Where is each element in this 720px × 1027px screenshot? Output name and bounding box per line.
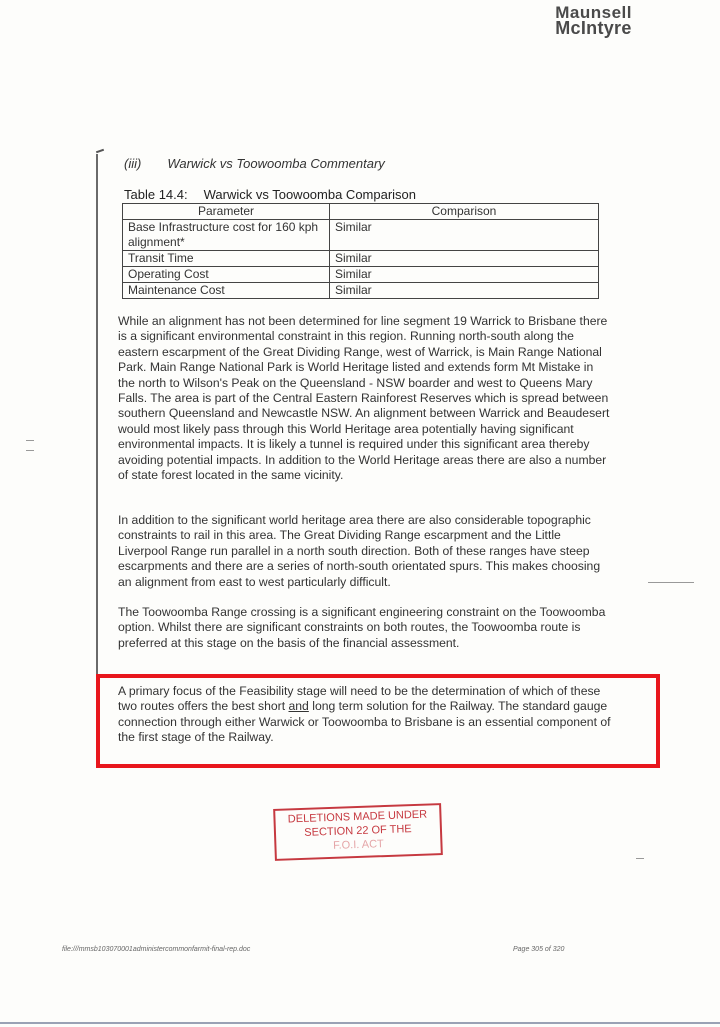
stamp-line: SECTION 22 OF THE (304, 823, 412, 839)
table-cell: Transit Time (123, 251, 330, 267)
column-header: Comparison (330, 204, 599, 220)
underlined-word: and (288, 699, 309, 714)
footer-page-number: Page 305 of 320 (513, 946, 565, 953)
table-header-row (123, 204, 599, 220)
paragraph-environment: While an alignment has not been determined for line segment 19 Warrick to Brisbane there is a significant environmental constraint in this region. Running north-south along the eastern escarpment of the Great Dividing Range, west of Warrick, is Main Range National Park. Main Range National Park is World Heritage listed and extends form Mt Mistake in the north to Wilson's Peak on the Queensland - NSW boarder and west to Queens Mary Falls. The area is part of the Central Eastern Rainforest Reserves which is spread between southern Queensland and Newcastle NSW. An alignment between Warrick and Beaudesert would most likely pass through this World Heritage area potentially having significant environmental impacts. It is likely a tunnel is required under this significant area thereby avoiding potential impacts. In addition to the World Heritage areas there are also a number of state forest located in the same vicinity. (118, 314, 610, 483)
margin-mark (96, 149, 104, 154)
table-label: Table 14.4: (124, 187, 188, 202)
scan-mark (26, 450, 34, 451)
table-cell: Similar (330, 283, 599, 299)
company-logo (555, 6, 632, 38)
logo-line-2: McIntyre (555, 18, 632, 38)
deletion-stamp (273, 803, 443, 861)
table-row (123, 267, 599, 283)
margin-change-bar (96, 154, 98, 754)
table-caption (124, 187, 416, 202)
paragraph-toowoomba: The Toowoomba Range crossing is a significant engineering constraint on the Toowoomba option. Whilst there are significant constraints on both routes, the Toowoomba route is preferred at this stage on the basis of the financial assessment. (118, 605, 606, 650)
table-cell: Similar (330, 220, 599, 251)
logo-line-1: Maunsell (555, 6, 632, 18)
table-cell: Maintenance Cost (123, 283, 330, 299)
table-caption-text: Warwick vs Toowoomba Comparison (203, 187, 417, 202)
table-cell: Similar (330, 251, 599, 267)
highlighted-text-end: long term solution for the Railway. The standard gauge connection through either Warwick or Toowoomba to Brisbane is an essential component of the first stage of the Railway. (118, 699, 611, 745)
paragraph-topography: In addition to the significant world heritage area there are also considerable topographic constraints to rail in this area. The Great Dividing Range escarpment and the Little Liverpool Range run parallel in a north south direction. Both of these ranges have steep escarpments and there are a series of north-south orientated spurs. This makes choosing an alignment from east to west particularly difficult. (118, 513, 601, 589)
red-highlight-box (96, 674, 660, 768)
scan-edge (0, 1022, 720, 1024)
table-row (123, 220, 599, 251)
table-row (123, 283, 599, 299)
column-header: Parameter (123, 204, 330, 220)
stamp-line: DELETIONS MADE UNDER (287, 808, 428, 826)
footer-file-path: file:///mmsb103070001administercommonfarmit-final-rep.doc (62, 946, 251, 953)
table-cell: Similar (330, 267, 599, 283)
stamp-line: F.O.I. ACT (332, 838, 385, 852)
highlighted-text-start: A primary focus of the Feasibility stage will need to be the determination of which of these two routes offers the best short (118, 684, 601, 714)
section-number: (iii) (124, 156, 142, 171)
scan-mark (636, 858, 644, 859)
table-cell: Operating Cost (123, 267, 330, 283)
comparison-table (122, 203, 599, 299)
table-cell: Base Infrastructure cost for 160 kph alignment* (123, 220, 330, 251)
section-title: Warwick vs Toowoomba Commentary (167, 156, 385, 171)
table-row (123, 251, 599, 267)
section-heading (124, 156, 385, 171)
scan-mark (26, 440, 34, 441)
scan-mark (648, 582, 694, 583)
